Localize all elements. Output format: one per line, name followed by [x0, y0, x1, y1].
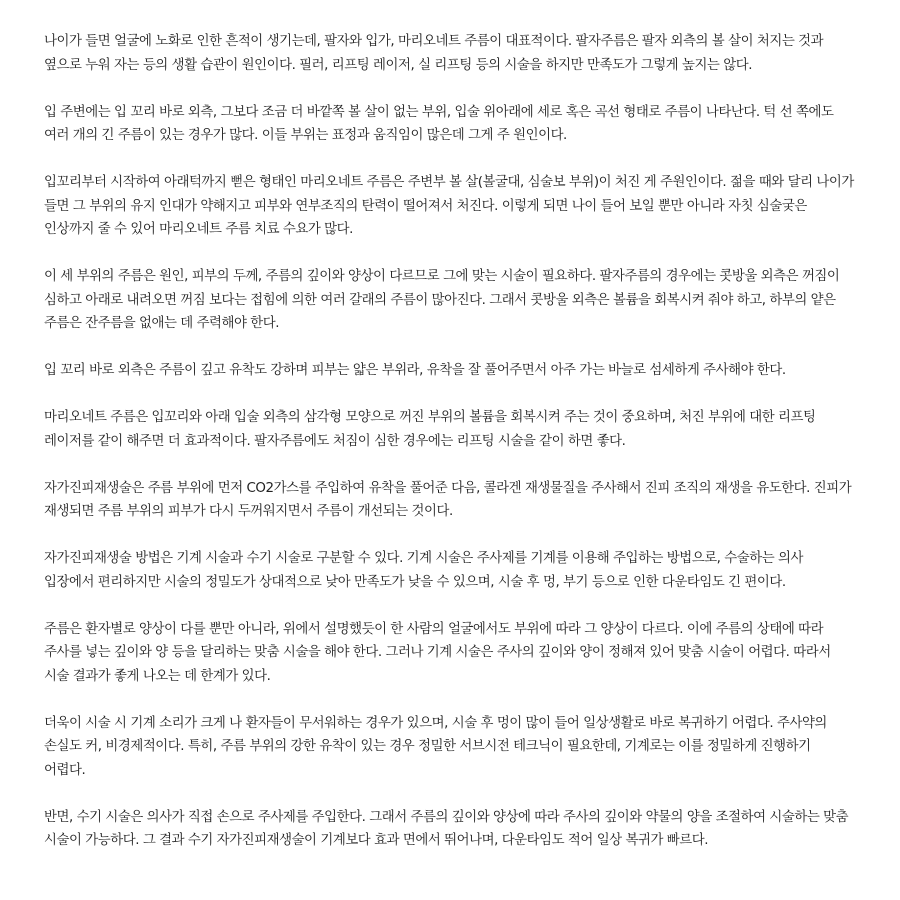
paragraph-machine-drawbacks: 더욱이 시술 시 기계 소리가 크게 나 환자들이 무서워하는 경우가 있으며, 시술 후 멍이 많이 들어 일상생활로 바로 복귀하기 어렵다. 주사약의 손실도 커, 비경제적이다. 특히, 주름 부위의 강한 유착이 있는 경우 정밀한 서브시전 테크닉이 필요한데, 기계로는 이를 정밀하게 진행하기 어렵다. — [44, 715, 827, 778]
paragraph-custom-treatment: 주름은 환자별로 양상이 다를 뿐만 아니라, 위에서 설명했듯이 한 사람의 얼굴에서도 부위에 따라 그 양상이 다르다. 이에 주름의 상태에 따라 주사를 넣는 깊이와 양 등을 달리하는 맞춤 시술을 해야 한다. 그러나 기계 시술은 주사의 깊이와 양이 정해져 있어 맞춤 시술이 어렵다. 따라서 시술 결과가 좋게 나오는 데 한계가 있다. — [44, 621, 831, 684]
article-body — [44, 30, 854, 876]
paragraph-manual-treatment: 반면, 수기 시술은 의사가 직접 손으로 주사제를 주입한다. 그래서 주름의 깊이와 양상에 따라 주사의 깊이와 약물의 양을 조절하여 시술하는 맞춤 시술이 가능하다. 그 결과 수기 자가진피재생술이 기계보다 효과 면에서 뛰어나며, 다운타임도 적어 일상 복귀가 빠르다. — [44, 809, 849, 848]
paragraph-treatment-differences: 이 세 부위의 주름은 원인, 피부의 두께, 주름의 깊이와 양상이 다르므로 그에 맞는 시술이 필요하다. 팔자주름의 경우에는 콧방울 외측은 꺼짐이 심하고 아래로 내려오면 꺼짐 보다는 접힘에 의한 여러 갈래의 주름이 많아진다. 그래서 콧방울 외측은 볼륨을 회복시켜 줘야 하고, 하부의 얕은 주름은 잔주름을 없애는 데 주력해야 한다. — [44, 269, 840, 331]
paragraph-marionette-treatment: 마리오네트 주름은 입꼬리와 아래 입술 외측의 삼각형 모양으로 꺼진 부위의 볼륨을 회복시켜 주는 것이 중요하며, 처진 부위에 대한 리프팅 레이저를 같이 해주면 더 효과적이다. 팔자주름에도 처짐이 심한 경우에는 리프팅 시술을 같이 하면 좋다. — [44, 410, 816, 449]
paragraph-marionette-lines: 입꼬리부터 시작하여 아래턱까지 뻗은 형태인 마리오네트 주름은 주변부 볼 살(볼굴대, 심술보 부위)이 처진 게 주원인이다. 젊을 때와 달리 나이가 들면 그 부위의 유지 인대가 약해지고 피부와 연부조직의 탄력이 떨어져서 처진다. 이렇게 되면 나이 들어 보일 뿐만 아니라 자칫 심술궂은 인상까지 줄 수 있어 마리오네트 주름 치료 수요가 많다. — [44, 175, 854, 237]
paragraph-methods: 자가진피재생술 방법은 기계 시술과 수기 시술로 구분할 수 있다. 기계 시술은 주사제를 기계를 이용해 주입하는 방법으로, 수술하는 의사 입장에서 편리하지만 시술의 정밀도가 상대적으로 낮아 만족도가 낮을 수 있으며, 시술 후 멍, 부기 등으로 인한 다운타임도 긴 편이다. — [44, 551, 804, 590]
paragraph-mouth-corner: 입 꼬리 바로 외측은 주름이 깊고 유착도 강하며 피부는 얇은 부위라, 유착을 잘 풀어주면서 아주 가는 바늘로 섬세하게 주사해야 한다. — [44, 363, 786, 378]
paragraph-dermis-regeneration: 자가진피재생술은 주름 부위에 먼저 CO2가스를 주입하여 유착을 풀어준 다음, 콜라겐 재생물질을 주사해서 진피 조직의 재생을 유도한다. 진피가 재생되면 주름 부위의 피부가 다시 두꺼워지면서 주름이 개선되는 것이다. — [44, 480, 852, 519]
paragraph-mouth-area: 입 주변에는 입 꼬리 바로 외측, 그보다 조금 더 바깥쪽 볼 살이 없는 부위, 입술 위아래에 세로 혹은 곡선 형태로 주름이 나타난다. 턱 선 쪽에도 여러 개의 긴 주름이 있는 경우가 많다. 이들 부위는 표정과 움직임이 많은데 그게 주 원인이다. — [44, 104, 834, 143]
paragraph-aging-wrinkles: 나이가 들면 얼굴에 노화로 인한 흔적이 생기는데, 팔자와 입가, 마리오네트 주름이 대표적이다. 팔자주름은 팔자 외측의 볼 살이 처지는 것과 옆으로 누워 자는 등의 생활 습관이 원인이다. 필러, 리프팅 레이저, 실 리프팅 등의 시술을 하지만 만족도가 그렇게 높지는 않다. — [44, 34, 824, 73]
